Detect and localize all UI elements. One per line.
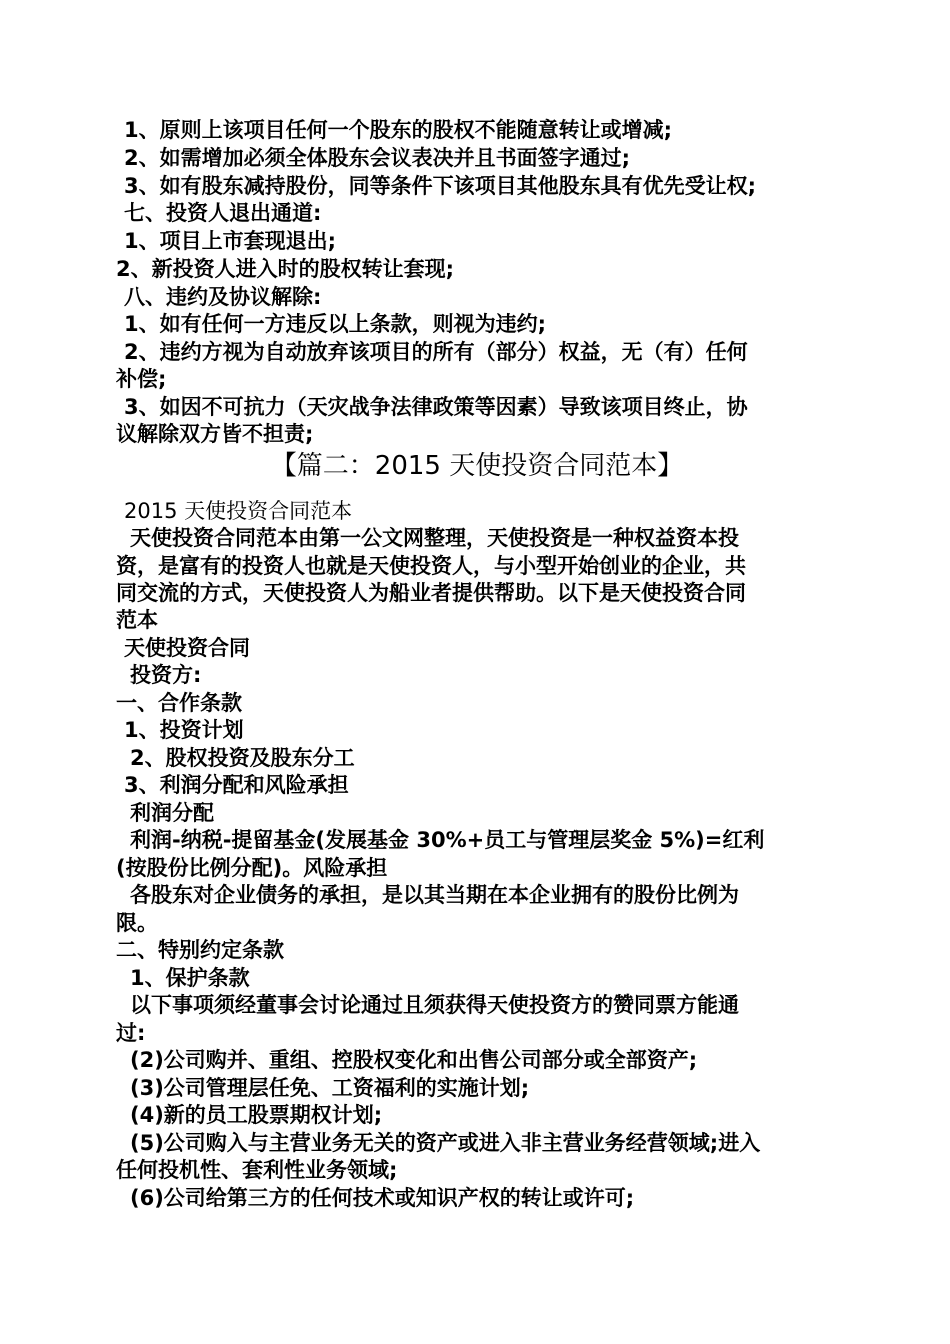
section-heading: 七、投资人退出通道: <box>124 201 322 225</box>
clause-line: 3、如因不可抗力（天灾战争法律政策等因素）导致该项目终止，协 <box>124 395 748 419</box>
list-item: (3)公司管理层任免、工资福利的实施计划; <box>130 1076 530 1100</box>
list-item: (5)公司购入与主营业务无关的资产或进入非主营业务经营领域;进入 <box>130 1131 761 1155</box>
heading-line: 利润分配 <box>130 801 214 825</box>
list-item: 任何投机性、套利性业务领域; <box>116 1158 398 1182</box>
paragraph-line: 范本 <box>116 608 158 632</box>
paragraph-line: 各股东对企业债务的承担，是以其当期在本企业拥有的股份比例为 <box>130 883 739 907</box>
clause-line: 1、项目上市套现退出; <box>124 229 337 253</box>
clause-line: 2、违约方视为自动放弃该项目的所有（部分）权益，无（有）任何 <box>124 340 748 364</box>
heading-line: 投资方: <box>130 663 202 687</box>
heading-line: 天使投资合同 <box>124 636 250 660</box>
list-item: (4)新的员工股票期权计划; <box>130 1103 383 1127</box>
clause-line: 2、新投资人进入时的股权转让套现; <box>116 257 455 281</box>
paragraph-line: 以下事项须经董事会讨论通过且须获得天使投资方的赞同票方能通 <box>130 993 739 1017</box>
paragraph-line: 资，是富有的投资人也就是天使投资人，与小型开始创业的企业，共 <box>116 554 746 578</box>
clause-line: 1、投资计划 <box>124 718 244 742</box>
clause-line: 3、如有股东减持股份，同等条件下该项目其他股东具有优先受让权; <box>124 174 757 198</box>
section-heading: 二、特别约定条款 <box>116 938 284 962</box>
section-heading: 八、违约及协议解除: <box>124 285 322 309</box>
paragraph-line: 天使投资合同范本由第一公文网整理，天使投资是一种权益资本投 <box>130 526 739 550</box>
paragraph-line: 限。 <box>116 911 158 935</box>
paragraph-line: 过: <box>116 1021 146 1045</box>
clause-line: 1、原则上该项目任何一个股东的股权不能随意转让或增减; <box>124 118 673 142</box>
list-item: (6)公司给第三方的任何技术或知识产权的转让或许可; <box>130 1186 635 1210</box>
clause-line: 议解除双方皆不担责; <box>116 422 314 446</box>
clause-line: 1、保护条款 <box>130 966 250 990</box>
clause-line: 补偿; <box>116 367 167 391</box>
clause-line: 1、如有任何一方违反以上条款，则视为违约; <box>124 312 547 336</box>
section-heading: 一、合作条款 <box>116 691 242 715</box>
paragraph-line: 利润-纳税-提留基金(发展基金 30%+员工与管理层奖金 5%)=红利 <box>130 828 765 852</box>
clause-line: 3、利润分配和风险承担 <box>124 773 349 797</box>
paragraph-line: 同交流的方式，天使投资人为船业者提供帮助。以下是天使投资合同 <box>116 581 746 605</box>
clause-line: 2、股权投资及股东分工 <box>130 746 355 770</box>
clause-line: 2、如需增加必须全体股东会议表决并且书面签字通过; <box>124 146 631 170</box>
paragraph-line: (按股份比例分配)。风险承担 <box>116 856 388 880</box>
document-subtitle: 2015 天使投资合同范本 <box>124 499 353 523</box>
list-item: (2)公司购并、重组、控股权变化和出售公司部分或全部资产; <box>130 1048 698 1072</box>
section-title: 【篇二：2015 天使投资合同范本】 <box>270 451 684 481</box>
